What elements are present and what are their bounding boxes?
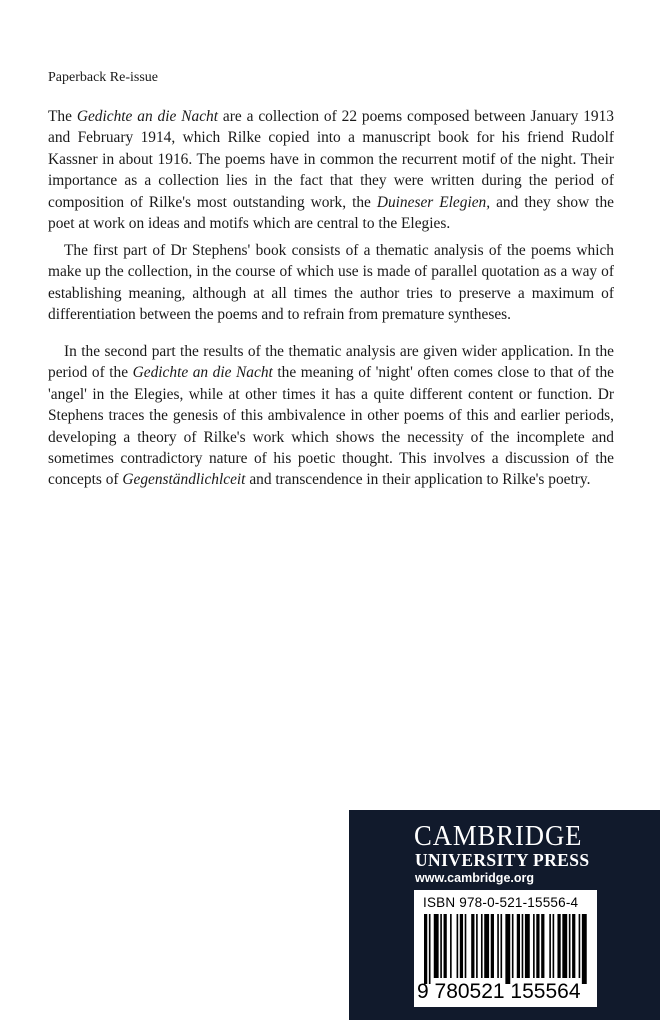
barcode-bar <box>579 914 581 978</box>
barcode-bar <box>429 914 431 984</box>
barcode-bar <box>525 914 530 978</box>
barcode-bar <box>434 914 439 978</box>
barcode-bar <box>549 914 551 978</box>
barcode-bar <box>465 914 467 978</box>
barcode-bar <box>536 914 539 978</box>
barcode-bar <box>481 914 483 978</box>
barcode-bar <box>497 914 499 978</box>
blurb-paragraph-3: In the second part the results of the thematic analysis are given wider application. In the period of the Gedichte an die Nacht the meaning of 'night' often comes close to that of the 'angel' in the Elegies, while at other times it has a quite different content or function. Dr Stephens traces the genesis of this ambivalence in other poems of this and earlier periods, developing a theory of Rilke's work which shows the necessity of the incomplete and sometimes contradictory nature of his poetic thought. This involves a discussion of the concepts of Gegenständlichlceit and transcendence in their application to Rilke's poetry. <box>48 343 614 489</box>
barcode-bar <box>512 914 514 978</box>
barcode-bar <box>517 914 520 978</box>
barcode-bar <box>471 914 474 978</box>
barcode-box <box>414 890 597 1007</box>
blurb-paragraph-1: The Gedichte an die Nacht are a collection of 22 poems composed between January 1913 and February 1914, which Rilke copied into a manuscript book for his friend Rudolf Kassner in about 1916. The poems have in common the recurrent motif of the night. Their importance as a collection lies in the fact that they were written during the period of composition of Rilke's most outstanding work, the Duineser Elegien, and they show the poet at work on ideas and motifs which are central to the Elegies. <box>48 108 614 233</box>
blurb-paragraph-2: The first part of Dr Stephens' book consists of a thematic analysis of the poems which make up the collection, in the course of which use is made of parallel quotation as a way of establishing meaning, although at all times the author tries to preserve a maximum of differentiation between the poems and to refrain from premature syntheses. <box>48 242 614 324</box>
barcode-bar <box>476 914 478 978</box>
barcode-bar <box>484 914 489 978</box>
barcode-bar <box>572 914 575 978</box>
reissue-label: Paperback Re-issue <box>48 70 159 85</box>
barcode-bar <box>541 914 544 978</box>
barcode-bar <box>424 914 427 984</box>
barcode-bar <box>444 914 447 978</box>
barcode-icon <box>424 914 590 984</box>
barcode-bar <box>569 914 571 978</box>
publisher-url: www.cambridge.org <box>415 871 535 885</box>
publisher-name: CAMBRIDGE <box>414 820 583 852</box>
barcode-bar <box>533 914 535 978</box>
barcode-bar <box>582 914 587 984</box>
barcode-bar <box>460 914 463 978</box>
barcode-bar <box>553 914 555 978</box>
barcode-bar <box>557 914 560 978</box>
barcode-bar <box>562 914 567 978</box>
barcode-bar <box>491 914 494 978</box>
barcode-bar <box>500 914 502 978</box>
barcode-bar <box>522 914 524 978</box>
publisher-subtitle: UNIVERSITY PRESS <box>415 850 590 870</box>
barcode-bar <box>457 914 459 978</box>
barcode-digits: 9 780521 155564 <box>417 980 581 1003</box>
barcode-bar <box>505 914 510 984</box>
barcode-bar <box>440 914 442 978</box>
isbn-text: ISBN 978-0-521-15556-4 <box>423 895 579 910</box>
publisher-block <box>349 810 660 1020</box>
barcode-bar <box>450 914 452 978</box>
